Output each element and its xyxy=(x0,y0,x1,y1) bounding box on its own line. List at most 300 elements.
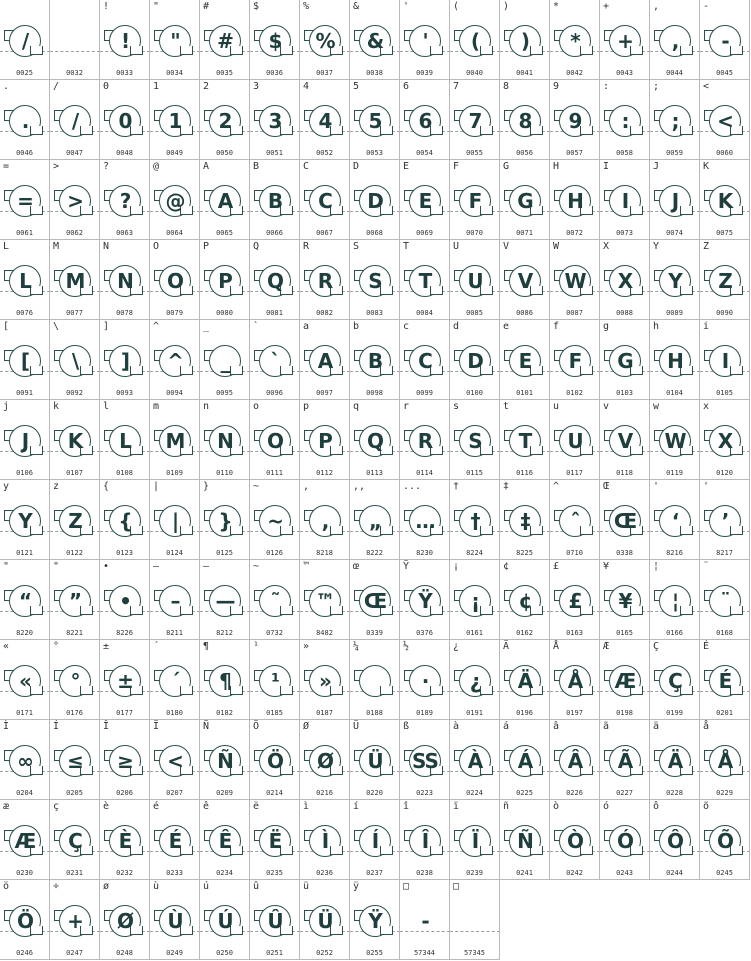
glyph-character: R xyxy=(303,241,310,252)
glyph-character: | xyxy=(153,481,160,492)
glyph-preview: ∞ xyxy=(17,749,33,773)
glyph-code: 8218 xyxy=(316,549,333,557)
glyph-character: â xyxy=(553,721,560,732)
glyph-character: ¼ xyxy=(353,641,360,652)
glyph-cell xyxy=(500,400,550,480)
glyph-preview: N xyxy=(117,269,133,293)
glyph-preview: C xyxy=(318,189,332,213)
glyph-cell xyxy=(0,480,50,560)
glyph-character: l xyxy=(103,401,110,412)
glyph-code: 0081 xyxy=(266,309,283,317)
glyph-character: N xyxy=(103,241,110,252)
glyph-preview: L xyxy=(19,269,31,293)
glyph-preview: - xyxy=(721,29,729,53)
glyph-character: , xyxy=(303,481,310,492)
glyph-character: í xyxy=(353,801,360,812)
glyph-cell xyxy=(150,400,200,480)
glyph-character: 4 xyxy=(303,81,310,92)
glyph-cell xyxy=(450,320,500,400)
glyph-cell xyxy=(500,720,550,800)
glyph-code: 0216 xyxy=(316,789,333,797)
glyph-character: Ü xyxy=(353,721,360,732)
glyph-code: 0209 xyxy=(216,789,233,797)
glyph-code: 0092 xyxy=(66,389,83,397)
glyph-code: 0055 xyxy=(466,149,483,157)
glyph-cell xyxy=(450,0,500,80)
glyph-code: 0094 xyxy=(166,389,183,397)
glyph-preview: ¡ xyxy=(470,589,480,613)
glyph-character: K xyxy=(703,161,710,172)
glyph-cell xyxy=(600,400,650,480)
glyph-code: 8230 xyxy=(416,549,433,557)
glyph-preview: } xyxy=(218,509,232,533)
glyph-code: 0025 xyxy=(16,69,33,77)
glyph-cell xyxy=(0,400,50,480)
glyph-code: 8222 xyxy=(366,549,383,557)
glyph-character: ê xyxy=(203,801,210,812)
glyph-cell xyxy=(250,880,300,960)
glyph-preview: « xyxy=(19,669,31,693)
glyph-preview: E xyxy=(518,349,532,373)
glyph-character: Í xyxy=(53,721,60,732)
glyph-code: 0235 xyxy=(266,869,283,877)
glyph-preview: Æ xyxy=(614,669,636,693)
glyph-character: : xyxy=(603,81,610,92)
glyph-character: † xyxy=(453,481,460,492)
glyph-code: 0067 xyxy=(316,229,333,237)
glyph-cell xyxy=(250,800,300,880)
glyph-code: 0097 xyxy=(316,389,333,397)
glyph-character: ‡ xyxy=(503,481,510,492)
glyph-preview: Z xyxy=(718,269,732,293)
glyph-code: 0079 xyxy=(166,309,183,317)
glyph-code: 0050 xyxy=(216,149,233,157)
glyph-cell xyxy=(600,480,650,560)
glyph-code: 0046 xyxy=(16,149,33,157)
glyph-character: # xyxy=(203,1,210,12)
glyph-code: 0108 xyxy=(116,469,133,477)
glyph-cell xyxy=(50,720,100,800)
glyph-code: 0061 xyxy=(16,229,33,237)
glyph-character: V xyxy=(503,241,510,252)
glyph-character: t xyxy=(503,401,510,412)
glyph-character: ^ xyxy=(153,321,160,332)
glyph-character: n xyxy=(203,401,210,412)
glyph-cell xyxy=(300,240,350,320)
glyph-character: P xyxy=(203,241,210,252)
glyph-preview: $ xyxy=(268,29,282,53)
glyph-character: v xyxy=(603,401,610,412)
glyph-cell xyxy=(650,160,700,240)
glyph-code: 0225 xyxy=(516,789,533,797)
glyph-character: û xyxy=(253,881,260,892)
glyph-code: 0052 xyxy=(316,149,333,157)
glyph-code: 0032 xyxy=(66,69,83,77)
glyph-cell xyxy=(350,880,400,960)
glyph-code: 0074 xyxy=(666,229,683,237)
glyph-code: 0201 xyxy=(716,709,733,717)
glyph-preview: Ö xyxy=(266,749,283,773)
glyph-cell xyxy=(700,480,750,560)
glyph-character: ¥ xyxy=(603,561,610,572)
glyph-cell xyxy=(350,720,400,800)
glyph-preview: Ê xyxy=(218,829,232,853)
glyph-code: 0084 xyxy=(416,309,433,317)
glyph-code: 0191 xyxy=(466,709,483,717)
glyph-cell xyxy=(700,0,750,80)
glyph-character: é xyxy=(153,801,160,812)
glyph-character: r xyxy=(403,401,410,412)
glyph-code: 0239 xyxy=(466,869,483,877)
glyph-preview: SS xyxy=(412,749,438,773)
glyph-code: 0088 xyxy=(616,309,633,317)
glyph-code: 0078 xyxy=(116,309,133,317)
glyph-character: { xyxy=(103,481,110,492)
glyph-code: 0056 xyxy=(516,149,533,157)
glyph-cell xyxy=(50,0,100,80)
glyph-preview: Ñ xyxy=(517,829,533,853)
glyph-cell xyxy=(200,0,250,80)
glyph-preview: Ä xyxy=(667,749,683,773)
glyph-preview: T xyxy=(418,269,432,293)
glyph-code: 0071 xyxy=(516,229,533,237)
glyph-cell xyxy=(0,800,50,880)
glyph-code: 0206 xyxy=(116,789,133,797)
glyph-character: [ xyxy=(3,321,10,332)
glyph-cell xyxy=(700,160,750,240)
glyph-cell xyxy=(150,320,200,400)
glyph-preview: ! xyxy=(120,29,130,53)
glyph-code: 0244 xyxy=(666,869,683,877)
glyph-preview: + xyxy=(67,909,83,933)
glyph-cell xyxy=(150,480,200,560)
glyph-code: 0376 xyxy=(416,629,433,637)
glyph-cell xyxy=(300,480,350,560)
glyph-code: 0227 xyxy=(616,789,633,797)
glyph-cell xyxy=(450,480,500,560)
glyph-cell xyxy=(200,720,250,800)
glyph-code: 8225 xyxy=(516,549,533,557)
glyph-code: 0238 xyxy=(416,869,433,877)
glyph-cell xyxy=(150,160,200,240)
glyph-code: 0049 xyxy=(166,149,183,157)
glyph-code: 0058 xyxy=(616,149,633,157)
glyph-cell xyxy=(0,320,50,400)
glyph-preview: A xyxy=(317,349,333,373)
glyph-cell xyxy=(300,0,350,80)
glyph-character: c xyxy=(403,321,410,332)
glyph-cell xyxy=(250,160,300,240)
glyph-cell xyxy=(550,720,600,800)
glyph-cell xyxy=(600,560,650,640)
glyph-code: 0115 xyxy=(466,469,483,477)
glyph-code: 0187 xyxy=(316,709,333,717)
glyph-cell xyxy=(550,320,600,400)
glyph-preview: Ø xyxy=(316,749,333,773)
glyph-cell xyxy=(250,640,300,720)
glyph-cell xyxy=(0,880,50,960)
glyph-preview: " xyxy=(170,29,180,53)
glyph-cell xyxy=(100,480,150,560)
glyph-code: 0243 xyxy=(616,869,633,877)
glyph-cell xyxy=(400,400,450,480)
glyph-code: 0114 xyxy=(416,469,433,477)
glyph-character: £ xyxy=(553,561,560,572)
glyph-character: ú xyxy=(203,881,210,892)
glyph-cell xyxy=(100,400,150,480)
glyph-code: 0121 xyxy=(16,549,33,557)
glyph-code: 0034 xyxy=(166,69,183,77)
glyph-preview: + xyxy=(617,29,633,53)
glyph-character: , xyxy=(653,1,660,12)
glyph-cell xyxy=(550,0,600,80)
glyph-preview: ™ xyxy=(315,589,335,613)
glyph-cell xyxy=(350,560,400,640)
glyph-cell xyxy=(450,640,500,720)
glyph-character: z xyxy=(53,481,60,492)
glyph-character: 1 xyxy=(153,81,160,92)
glyph-code: 0230 xyxy=(16,869,33,877)
glyph-cell xyxy=(500,320,550,400)
glyph-code: 0077 xyxy=(66,309,83,317)
glyph-preview: M xyxy=(165,429,185,453)
glyph-preview: V xyxy=(517,269,533,293)
glyph-cell xyxy=(400,320,450,400)
glyph-code: 0223 xyxy=(416,789,433,797)
glyph-preview: £ xyxy=(568,589,582,613)
glyph-cell xyxy=(50,640,100,720)
glyph-preview: Â xyxy=(567,749,583,773)
glyph-character: Ä xyxy=(503,641,510,652)
glyph-code: 0118 xyxy=(616,469,633,477)
glyph-character: J xyxy=(653,161,660,172)
glyph-preview: J xyxy=(671,189,679,213)
glyph-preview: S xyxy=(468,429,482,453)
glyph-code: 57344 xyxy=(413,949,436,957)
glyph-character: @ xyxy=(153,161,160,172)
glyph-code: 0089 xyxy=(666,309,683,317)
glyph-code: 0106 xyxy=(16,469,33,477)
glyph-preview: T xyxy=(518,429,532,453)
glyph-code: 0054 xyxy=(416,149,433,157)
glyph-preview: I xyxy=(621,189,629,213)
glyph-preview: Ÿ xyxy=(368,909,382,933)
glyph-preview: 7 xyxy=(468,109,482,133)
glyph-preview: G xyxy=(517,189,533,213)
glyph-code: 0048 xyxy=(116,149,133,157)
glyph-cell xyxy=(450,400,500,480)
glyph-cell xyxy=(450,800,500,880)
glyph-preview: 0 xyxy=(118,109,132,133)
glyph-character: Ø xyxy=(303,721,310,732)
glyph-cell xyxy=(450,240,500,320)
glyph-preview: = xyxy=(17,189,33,213)
glyph-cell xyxy=(350,0,400,80)
glyph-preview: O xyxy=(166,269,183,293)
glyph-character: k xyxy=(53,401,60,412)
glyph-preview: P xyxy=(218,269,232,293)
glyph-preview: Y xyxy=(668,269,682,293)
glyph-code: 0250 xyxy=(216,949,233,957)
glyph-preview: ’ xyxy=(721,509,729,533)
glyph-code: 0085 xyxy=(466,309,483,317)
glyph-code: 0076 xyxy=(16,309,33,317)
glyph-preview: H xyxy=(567,189,583,213)
glyph-code: 8221 xyxy=(66,629,83,637)
glyph-preview: U xyxy=(567,429,583,453)
glyph-preview: Ü xyxy=(317,909,333,933)
glyph-preview: , xyxy=(321,509,329,533)
glyph-cell xyxy=(250,0,300,80)
glyph-code: 0060 xyxy=(716,149,733,157)
glyph-preview: ¹ xyxy=(271,669,279,693)
glyph-preview: Ó xyxy=(616,829,633,853)
glyph-character: e xyxy=(503,321,510,332)
glyph-cell xyxy=(150,800,200,880)
glyph-cell xyxy=(100,0,150,80)
glyph-cell xyxy=(500,160,550,240)
glyph-code: 0226 xyxy=(566,789,583,797)
glyph-preview: • xyxy=(119,589,131,613)
glyph-preview: † xyxy=(470,509,480,533)
glyph-code: 0204 xyxy=(16,789,33,797)
glyph-preview: _ xyxy=(220,349,230,373)
glyph-preview: A xyxy=(217,189,233,213)
glyph-preview: ; xyxy=(671,109,679,133)
glyph-cell xyxy=(300,640,350,720)
glyph-cell xyxy=(350,800,400,880)
glyph-preview: Y xyxy=(18,509,32,533)
glyph-preview: < xyxy=(167,749,183,773)
glyph-character: ì xyxy=(303,801,310,812)
glyph-code: 0117 xyxy=(566,469,583,477)
glyph-cell xyxy=(700,320,750,400)
glyph-preview: ´ xyxy=(170,669,180,693)
glyph-preview: Ì xyxy=(321,829,329,853)
glyph-code: 0710 xyxy=(566,549,583,557)
glyph-code: 0065 xyxy=(216,229,233,237)
glyph-code: 0068 xyxy=(366,229,383,237)
glyph-cell xyxy=(650,480,700,560)
glyph-code: 0120 xyxy=(716,469,733,477)
glyph-preview: „ xyxy=(368,509,382,533)
glyph-preview: , xyxy=(671,29,679,53)
glyph-cell xyxy=(50,160,100,240)
glyph-character: O xyxy=(153,241,160,252)
glyph-preview: … xyxy=(415,509,435,533)
glyph-character: ñ xyxy=(503,801,510,812)
glyph-preview: [ xyxy=(20,349,30,373)
glyph-cell xyxy=(500,640,550,720)
glyph-character: å xyxy=(703,721,710,732)
glyph-code: 0163 xyxy=(566,629,583,637)
glyph-character: % xyxy=(303,1,310,12)
glyph-cell xyxy=(50,880,100,960)
glyph-code: 0039 xyxy=(416,69,433,77)
glyph-code: 0246 xyxy=(16,949,33,957)
glyph-character: Z xyxy=(703,241,710,252)
glyph-code: 0165 xyxy=(616,629,633,637)
glyph-cell xyxy=(0,720,50,800)
glyph-code: 0102 xyxy=(566,389,583,397)
glyph-cell xyxy=(150,240,200,320)
glyph-code: 0042 xyxy=(566,69,583,77)
glyph-code: 0080 xyxy=(216,309,233,317)
glyph-preview: Å xyxy=(567,669,583,693)
glyph-character: W xyxy=(553,241,560,252)
glyph-preview: 5 xyxy=(368,109,382,133)
glyph-character: ï xyxy=(453,801,460,812)
glyph-preview: Æ xyxy=(14,829,36,853)
glyph-cell xyxy=(650,80,700,160)
glyph-preview: ¥ xyxy=(618,589,632,613)
glyph-character: L xyxy=(3,241,10,252)
glyph-preview: { xyxy=(118,509,132,533)
glyph-code: 0053 xyxy=(366,149,383,157)
glyph-code: 0189 xyxy=(416,709,433,717)
glyph-preview: ] xyxy=(120,349,130,373)
glyph-preview: Ü xyxy=(367,749,383,773)
glyph-code: 0099 xyxy=(416,389,433,397)
glyph-preview: K xyxy=(67,429,83,453)
glyph-code: 0125 xyxy=(216,549,233,557)
glyph-cell xyxy=(250,400,300,480)
glyph-code: 0062 xyxy=(66,229,83,237)
glyph-character: 7 xyxy=(453,81,460,92)
glyph-character: + xyxy=(603,1,610,12)
glyph-code: 0103 xyxy=(616,389,633,397)
glyph-character: / xyxy=(53,81,60,92)
glyph-cell xyxy=(650,560,700,640)
glyph-cell xyxy=(200,640,250,720)
glyph-code: 0047 xyxy=(66,149,83,157)
glyph-preview: À xyxy=(467,749,483,773)
glyph-preview: ¢ xyxy=(518,589,532,613)
glyph-character: ÷ xyxy=(53,881,60,892)
glyph-preview: S xyxy=(368,269,382,293)
glyph-code: 0063 xyxy=(116,229,133,237)
glyph-code: 0043 xyxy=(616,69,633,77)
glyph-code: 0162 xyxy=(516,629,533,637)
glyph-cell xyxy=(400,560,450,640)
glyph-code: 0075 xyxy=(716,229,733,237)
glyph-preview: ‘ xyxy=(671,509,679,533)
glyph-character: ¦ xyxy=(653,561,660,572)
glyph-cell xyxy=(600,800,650,880)
glyph-cell xyxy=(100,320,150,400)
glyph-preview: M xyxy=(65,269,85,293)
glyph-character: Ñ xyxy=(203,721,210,732)
glyph-cell xyxy=(200,240,250,320)
glyph-code: 0087 xyxy=(566,309,583,317)
glyph-preview: * xyxy=(570,29,580,53)
glyph-character: i xyxy=(703,321,710,332)
glyph-character: Ì xyxy=(3,721,10,732)
glyph-cell xyxy=(150,560,200,640)
glyph-preview: K xyxy=(717,189,733,213)
glyph-code: 0070 xyxy=(466,229,483,237)
glyph-code: 0064 xyxy=(166,229,183,237)
glyph-cell xyxy=(350,160,400,240)
glyph-character: y xyxy=(3,481,10,492)
glyph-cell xyxy=(600,320,650,400)
glyph-character: ; xyxy=(653,81,660,92)
glyph-preview: F xyxy=(568,349,582,373)
glyph-cell xyxy=(0,560,50,640)
glyph-cell xyxy=(300,160,350,240)
glyph-cell xyxy=(400,880,450,960)
glyph-preview: “ xyxy=(18,589,32,613)
